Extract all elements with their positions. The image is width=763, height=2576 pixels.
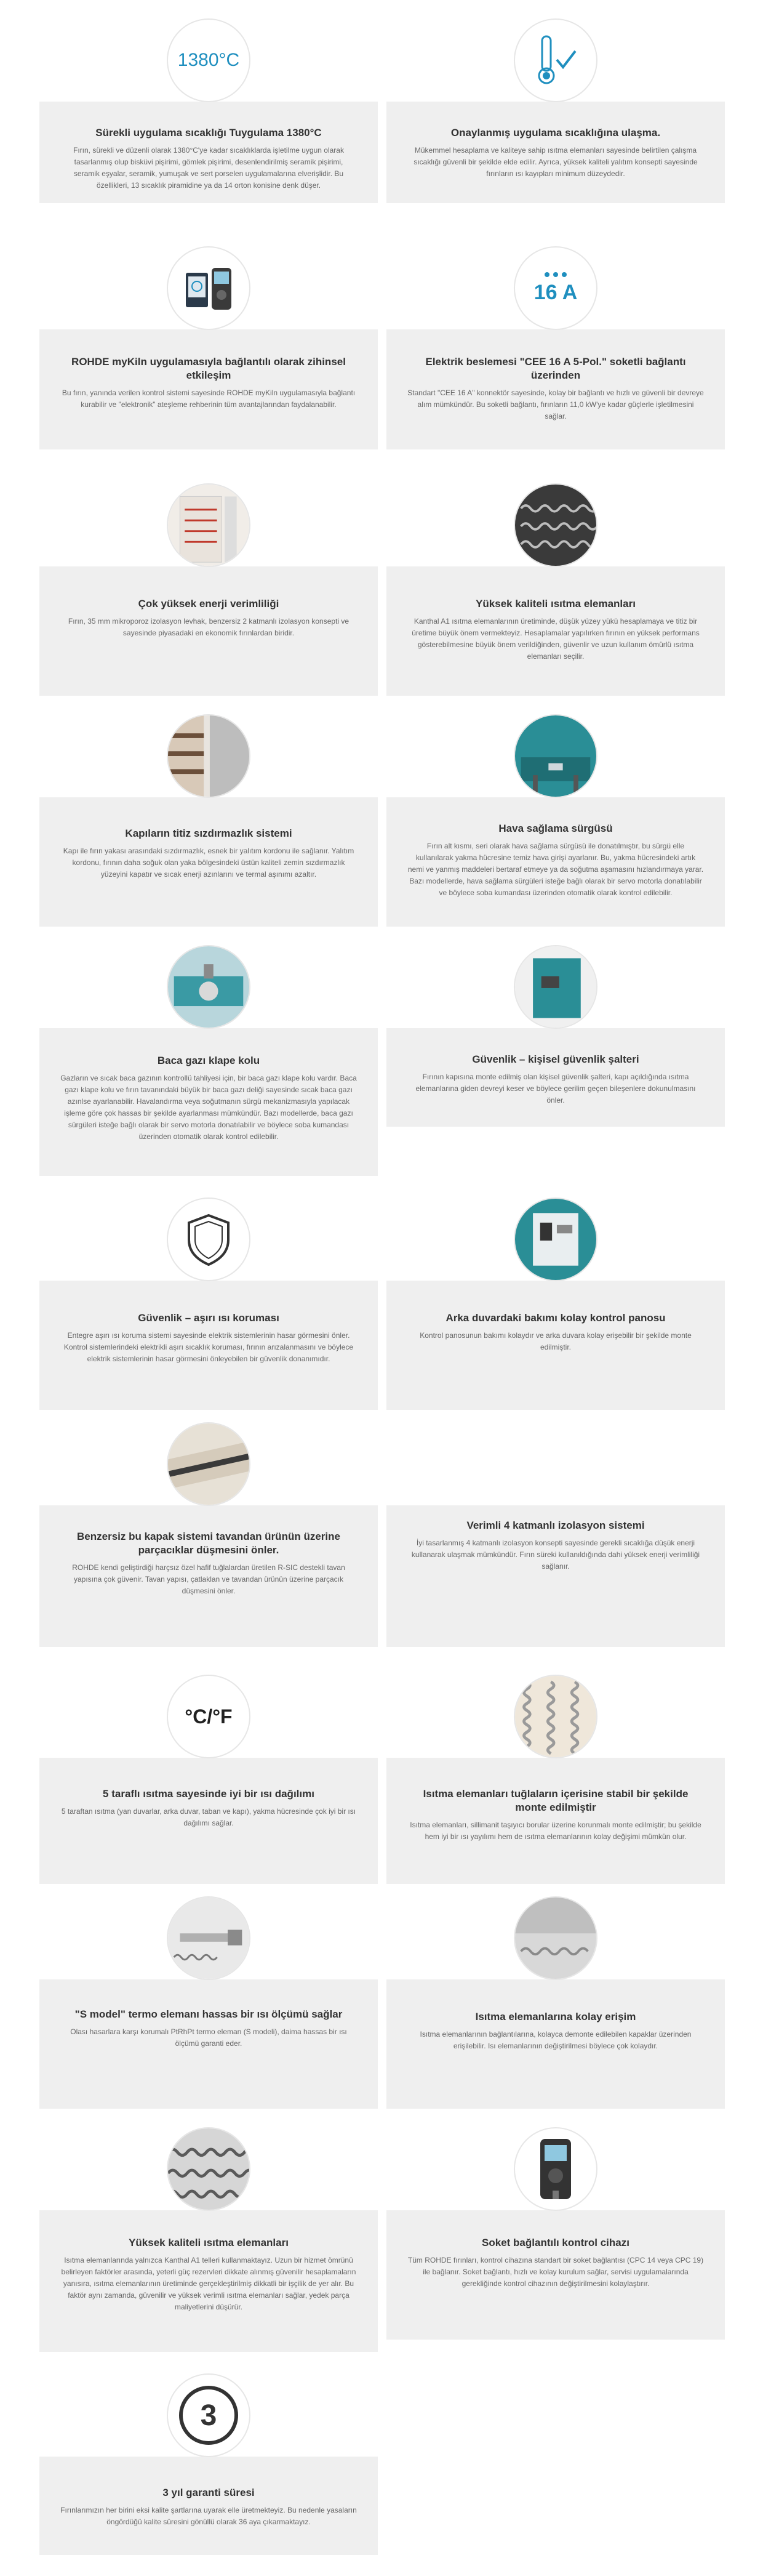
feature-title: Elektrik beslemesi "CEE 16 A 5-Pol." soketli bağlantı üzerinden (425, 356, 686, 381)
shield-icon (167, 1197, 250, 1281)
feature-card (39, 1197, 378, 1410)
coil-access-icon (514, 1896, 597, 1980)
celsius-fahrenheit-icon (167, 1675, 250, 1758)
feature-text-block (386, 566, 725, 696)
feature-title: Onaylanmış uygulama sıcaklığına ulaşma. (450, 127, 661, 139)
feature-text-block (386, 2210, 725, 2340)
feature-description: Tüm ROHDE fırınları, kontrol cihazına standart bir soket bağlantısı (CPC 14 veya CPC 19) ile bağlanır. Soket bağlantı, hızlı ve kolay kurulum sağlar, servisi uygulamalarında gerekliğinde kontrol cihazının değiştirilmesini kolaylaştırır. (407, 2256, 704, 2288)
feature-title: Hava sağlama sürgüsü (498, 823, 613, 834)
feature-text-block (39, 2210, 378, 2352)
feature-text-block (39, 1505, 378, 1647)
air-slider-photo (515, 715, 596, 797)
feature-description: Kapı ile fırın yakası arasındaki sızdırmazlık, esnek bir yalıtım kordonu ile sağlanır. Yalıtım kordonu, fırının daha soğuk olan yaka bölgesindeki üstün kaliteli zemin sızdırmazlık yüzeyini kapatır ve sıcak enerji azınlarını ve termal aşınımı azaltır. (63, 847, 354, 879)
socket-pin (545, 272, 549, 277)
insulation-layers-photo (168, 485, 249, 566)
feature-card (386, 1896, 725, 2109)
kanthal-coil-icon (167, 2127, 250, 2211)
feature-card (386, 1197, 725, 1410)
feature-card (39, 1896, 378, 2109)
feature-description: 5 taraftan ısıtma (yan duvarlar, arka duvar, taban ve kapı), yakma hücresinde çok iyi bir ısı dağılımı sağlar. (61, 1807, 356, 1827)
feature-card (39, 2373, 378, 2555)
feature-text-block (386, 1758, 725, 1884)
s-model-thermocouple-photo (168, 1898, 249, 1979)
feature-text-block (386, 1979, 725, 2109)
socket-controller-icon (514, 2127, 597, 2211)
coil-mount-photo (515, 1676, 596, 1757)
warranty-3-icon-text: 3 (200, 2399, 217, 2432)
feature-card (386, 1675, 725, 1884)
feature-description: Fırınlarımızın her birini eksi kalite şartlarına uyarak elle üretmekteyiz. Bu nedenle yasaların öngördüğü kalite süresini gönüllü olarak 36 aya çıkarmaktayız. (60, 2506, 357, 2526)
lid-system-photo (168, 1423, 249, 1505)
kanthal-coil-photo (168, 2128, 249, 2210)
feature-description: Isıtma elemanları, sillimanit taşıyıcı borular üzerine korunmalı monte edilmiştir; bu şekilde hem iyi bir ısı yayılımı hem de ısıtma elemanlarının kolay değişimi mümkün olur. (410, 1821, 701, 1841)
feature-title: Arka duvardaki bakımı kolay kontrol panosu (445, 1312, 666, 1324)
feature-card (386, 1505, 725, 1647)
feature-title: Yüksek kaliteli ısıtma elemanları (129, 2237, 289, 2248)
feature-text-block (386, 1028, 725, 1127)
feature-title: Isıtma elemanları tuğlaların içerisine stabil bir şekilde monte edilmiştir (423, 1788, 689, 1813)
feature-card (39, 1422, 378, 1647)
warranty-3-icon (167, 2373, 250, 2457)
feature-title: Sürekli uygulama sıcaklığı Tuygulama 1380°C (95, 127, 322, 139)
feature-description: Isıtma elemanlarında yalnızca Kanthal A1 telleri kullanmaktayız. Uzun bir hizmet ömrünü belirleyen faktörler arasında, yeterli güç rezervleri dikkate alınmış güvenilir hesaplamaların yanısıra, ısıtma elemanlarının üretiminde gerçekleştirilmiş dikkatli bir işçilik de yer alır. Bu faktör aynı zamanda, güvenilir ve yüksek verimli ısıtma elemanları sağlar, yedek parça maliyetlerini düşürür. (61, 2256, 356, 2311)
feature-text-block (386, 1281, 725, 1410)
s-model-thermocouple-icon (167, 1896, 250, 1980)
socket-pins (534, 272, 578, 277)
feature-card (386, 945, 725, 1130)
coil-mount-icon (514, 1675, 597, 1758)
warranty-badge (179, 2386, 238, 2445)
feature-card (39, 1675, 378, 1884)
temperature-1380-icon (167, 18, 250, 102)
thermometer-check-icon (514, 18, 597, 102)
feature-text-block (386, 1505, 725, 1647)
feature-title: ROHDE myKiln uygulamasıyla bağlantılı olarak zihinsel etkileşim (71, 356, 346, 381)
shield-svg (184, 1212, 233, 1267)
heating-coil-photo (515, 485, 596, 566)
control-panel-icon (514, 1197, 597, 1281)
feature-title: Kapıların titiz sızdırmazlık sistemi (125, 827, 292, 839)
exhaust-flap-photo (168, 946, 249, 1028)
feature-description: Kontrol panosunun bakımı kolaydır ve arka duvara kolay erişebilir bir şekilde monte edilmiştir. (420, 1331, 692, 1351)
feature-card (39, 18, 378, 203)
safety-switch-icon (514, 945, 597, 1029)
feature-description: Entegre aşırı ısı koruma sistemi sayesinde elektrik sistemlerinin hasar görmesini önler. Kontrol sistemlerindeki elektrikli aşırı sıcaklık koruması, fırının arızalanmasını ve böylece elektrik sistemlerinin hasar görmesini önleyebilen bir güvenlik donanımıdır. (63, 1331, 354, 1363)
feature-text-block (39, 1028, 378, 1176)
feature-title: Çok yüksek enerji verimliliği (138, 598, 279, 610)
feature-text-block (386, 329, 725, 449)
feature-card (39, 714, 378, 927)
feature-description: Mükemmel hesaplama ve kaliteye sahip ısıtma elemanları sayesinde belirtilen çalışma sıcaklığı güvenli bir şekilde elde edilir. Ayrıca, yüksek kaliteli yalıtım konsepti sayesinde fırınların ısı kayıpları minimum düzeydedir. (413, 146, 698, 178)
feature-description: Standart "CEE 16 A" konnektör sayesinde, kolay bir bağlantı ve hızlı ve güvenli bir devreye alım mümkündür. Bu soketli bağlantı, fırınların 11,0 kW'ye kadar güçlerle işletilmesini sağlar. (407, 388, 704, 421)
feature-title: Yüksek kaliteli ısıtma elemanları (476, 598, 636, 610)
feature-text-block (39, 1758, 378, 1884)
feature-card (386, 714, 725, 927)
exhaust-flap-icon (167, 945, 250, 1029)
feature-description: ROHDE kendi geliştirdiği harçsız özel hafif tuğlalardan üretilen R-SIC destekli tavan yapısına çok güvenir. Tavan yapısı, çatlaklan ve tavandan ürünün üzerine parçacık düşmesini önler. (72, 1563, 345, 1595)
feature-title: Verimli 4 katmanlı izolasyon sistemi (466, 1519, 645, 1531)
feature-description: İyi tasarlanmış 4 katmanlı izolasyon konsepti sayesinde gerekli sıcaklığa düşük enerji kullanarak ulaşmak mümkündür. Fırın süreki kullanıldığında dahi yüksek enerji verimliliği sağlanır. (411, 1539, 700, 1571)
feature-description: Fırının kapısına monte edilmiş olan kişisel güvenlik şalteri, kapı açıldığında ısıtma elemanlarına giden devreyi keser ve böylece gerilim geçen bileşenlere dokunulmasını önler. (415, 1073, 696, 1105)
lid-system-icon (167, 1422, 250, 1506)
feature-text-block (39, 1979, 378, 2109)
socket-pin (553, 272, 558, 277)
safety-switch-photo (515, 946, 596, 1028)
feature-title: Isıtma elemanlarına kolay erişim (475, 2011, 636, 2023)
feature-card (39, 246, 378, 449)
socket-16a-label: 16 A (533, 280, 578, 304)
celsius-fahrenheit-icon-text: °C/°F (185, 1705, 233, 1728)
air-slider-icon (514, 714, 597, 798)
feature-title: Benzersiz bu kapak sistemi tavandan ürünün üzerine parçacıklar düşmesini önler. (77, 1531, 340, 1556)
feature-text-block (39, 1281, 378, 1410)
feature-description: Fırın, sürekli ve düzenli olarak 1380°C'ye kadar sıcaklıklarda işletilme uygun olarak tasarlanmış olup bisküvi pişirimi, gömlek pişirimi, desenlendirilmiş seramik pişirimi, seramik eşyalar, seramik, yumuşak ve sert porselen uygulamalarına elverişlidir. Bu özellikleri, 13 sıcaklık piramidine ya da 14 orton konisine denk düşer. (73, 146, 344, 190)
feature-card (386, 483, 725, 696)
feature-title: Soket bağlantılı kontrol cihazı (482, 2237, 629, 2248)
feature-description: Gazların ve sıcak baca gazının kontrollü tahliyesi için, bir baca gazı klape kolu vardır. Baca gazı klape kolu ve fırın tavanındaki büyük bir baca gazı deliği sayesinde sıcak baca gazı azınlse ayarlanabilir. Havalandırma veya soğutmanın sürgü mekanizmasıyla yapılacak işleme göre çok hassas bir şekilde ayarlanması mümkündür. Bazı modellerde, baca gazı sürgüleri isteğe bağlı olarak bir servo motorla donatılabilir ve böylece soba kumandası üzerinden otomatik olarak kontrol edilebilir. (60, 1074, 357, 1141)
feature-text-block (39, 2457, 378, 2555)
feature-text-block (386, 102, 725, 203)
thermometer-check-svg (531, 33, 580, 88)
feature-description: Isıtma elemanlarının bağlantılarına, kolayca demonte edilebilen kapaklar üzerinden erişilebilir. Isı elemanlarının değiştirilmesi böylece çok kolaydır. (420, 2030, 692, 2050)
feature-title: 3 yıl garanti süresi (162, 2487, 255, 2498)
feature-card (386, 246, 725, 449)
door-seal-icon (167, 714, 250, 798)
feature-text-block (386, 797, 725, 927)
feature-description: Fırın alt kısmı, seri olarak hava sağlama sürgüsü ile donatılmıştır, bu sürgü elle kullanılarak yakma hücresine temiz hava girişi ayarlanır. Bu, yakma hücresindeki artık nemi ve yanmış maddeleri bertaraf etmeye ya da soğutma aşamasını hızlandırmaya yarar. Bazı modellerde, hava sağlama sürgüleri isteğe bağlı olarak bir servo motorla donatılabilir ve böylece soba kumandası üzerinden otomatik olarak kontrol edilebilir. (407, 842, 704, 897)
feature-description: Olası hasarlara karşı korumalı PtRhPt termo eleman (S modeli), daima hassas bir ısı ölçümü garanti eder. (70, 2027, 347, 2048)
feature-text-block (39, 102, 378, 203)
socket-pin (562, 272, 567, 277)
feature-card (386, 18, 725, 203)
door-seal-photo (168, 715, 249, 797)
control-panel-photo (515, 1199, 596, 1280)
feature-title: Güvenlik – aşırı ısı koruması (138, 1312, 279, 1324)
socket-16a-icon (514, 246, 597, 330)
feature-title: 5 taraflı ısıtma sayesinde iyi bir ısı dağılımı (103, 1788, 314, 1800)
feature-card (39, 483, 378, 696)
socket-16a-graphic (534, 272, 578, 305)
feature-card (386, 2127, 725, 2340)
feature-card (39, 945, 378, 1176)
mykiln-app-icon (167, 246, 250, 330)
feature-title: Güvenlik – kişisel güvenlik şalteri (472, 1053, 639, 1065)
socket-controller-svg (528, 2135, 583, 2203)
feature-title: Baca gazı klape kolu (157, 1055, 260, 1066)
feature-card (39, 2127, 378, 2352)
feature-description: Kanthal A1 ısıtma elemanlarının üretiminde, düşük yüzey yükü hesaplamaya ve titiz bir üretime büyük önem vermekteyiz. Hesaplamalar yapılırken fırının en yüksek performans gösterebilmesine büyük önem verildiğinden, güvenlir ve uzun kullanım ömürlü ısıtma elemanları seçilir. (412, 617, 700, 661)
insulation-layers-icon (167, 483, 250, 567)
feature-text-block (39, 329, 378, 449)
coil-access-photo (515, 1898, 596, 1979)
feature-description: Bu fırın, yanında verilen kontrol sistemi sayesinde ROHDE myKiln uygulamasıyla bağlantı kurabilir ve "elektronik" ateşleme rehberinin tüm avantajlarından faydalanabilir. (62, 388, 356, 409)
feature-description: Fırın, 35 mm mikroporoz izolasyon levhak, benzersiz 2 katmanlı izolasyon konsepti ve sayesinde piyasadaki en ekonomik fırınlardan biridir. (68, 617, 350, 637)
temperature-1380-icon-text: 1380°C (177, 50, 240, 70)
feature-title: "S model" termo elemanı hassas bir ısı ölçümü sağlar (74, 2008, 343, 2020)
feature-text-block (39, 797, 378, 927)
mykiln-app-svg (181, 260, 236, 316)
feature-text-block (39, 566, 378, 696)
heating-coil-icon (514, 483, 597, 567)
